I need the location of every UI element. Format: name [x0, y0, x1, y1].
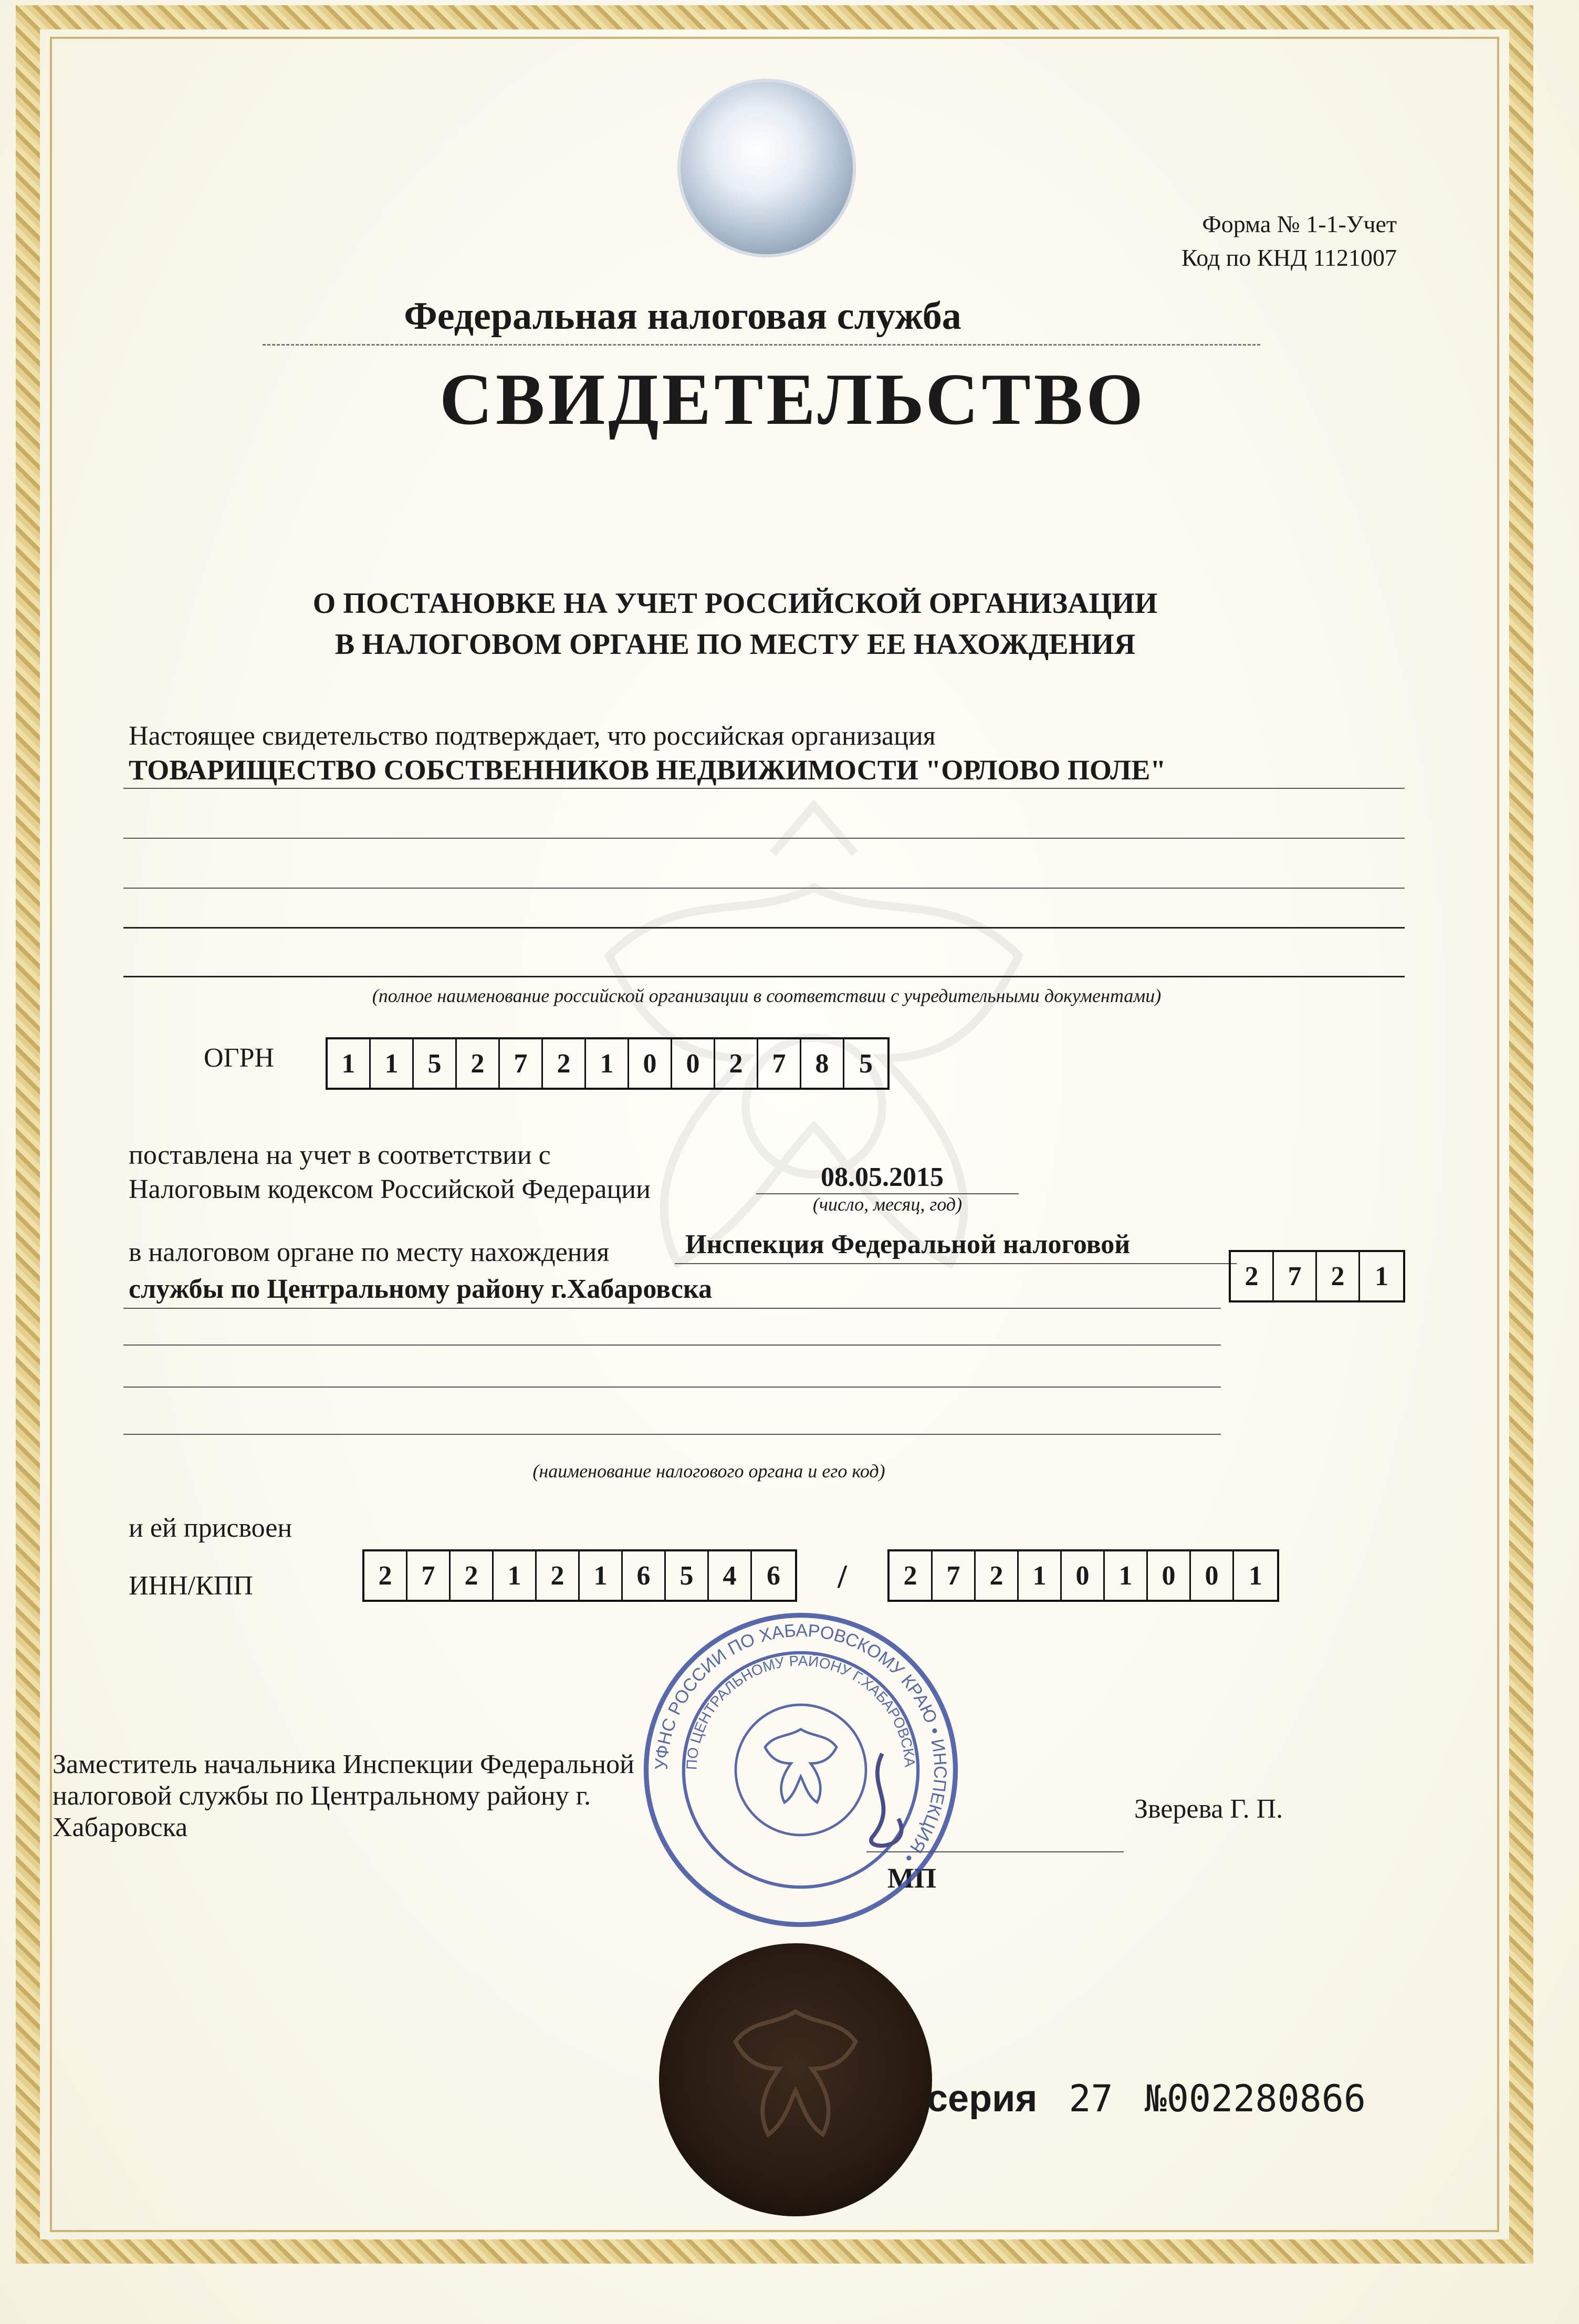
org-line-2: [123, 838, 1405, 839]
kpp-digit: 1: [1019, 1551, 1062, 1600]
seal-eagle-icon: [659, 1943, 932, 2216]
ogrn-digit: 2: [457, 1039, 500, 1088]
kpp-digit: 0: [1148, 1551, 1191, 1600]
org-line-3: [123, 888, 1405, 889]
stamp-eagle-icon: [765, 1729, 836, 1803]
tax-authority-label: в налоговом органе по месту нахождения: [129, 1237, 610, 1267]
tax-hint: (наименование налогового органа и его код): [532, 1461, 885, 1482]
tax-authority-code: [1229, 1250, 1405, 1302]
inn-digit: 2: [364, 1551, 407, 1600]
ogrn-digit: 1: [328, 1039, 371, 1088]
ogrn-digit: 7: [500, 1039, 543, 1088]
org-line-5: [123, 976, 1405, 977]
official-stamp: [638, 1607, 964, 1933]
ogrn-digits: [326, 1037, 890, 1090]
serial-number: №002280866: [1144, 2077, 1366, 2120]
agency-name: Федеральная налоговая служба: [404, 295, 961, 338]
inn-digit: 7: [407, 1551, 451, 1600]
knd-code: Код по КНД 1121007: [1181, 244, 1397, 271]
inn-digit: 4: [709, 1551, 752, 1600]
org-intro: Настоящее свидетельство подтверждает, что российская организация: [129, 721, 936, 751]
org-name: ТОВАРИЩЕСТВО СОБСТВЕННИКОВ НЕДВИЖИМОСТИ "ОРЛОВО ПОЛЕ": [129, 754, 1166, 786]
ogrn-digit: 0: [629, 1039, 672, 1088]
inn-digit: 6: [767, 1560, 780, 1591]
ogrn-digit: 7: [758, 1039, 801, 1088]
registration-line-1: поставлена на учет в соответствии с: [129, 1140, 551, 1170]
tax-line-4: [123, 1387, 1221, 1388]
tax-code-digit: 2: [1317, 1252, 1360, 1300]
subtitle-line-1: О ПОСТАНОВКЕ НА УЧЕТ РОССИЙСКОЙ ОРГАНИЗАЦИИ: [312, 587, 1158, 620]
subtitle-line-2: В НАЛОГОВОМ ОРГАНЕ ПО МЕСТУ ЕЕ НАХОЖДЕНИЯ: [334, 628, 1136, 661]
tax-line-5: [123, 1434, 1221, 1435]
registration-date: 08.05.2015: [821, 1162, 944, 1192]
ogrn-digit: 5: [414, 1039, 457, 1088]
signatory-name: Зверева Г. П.: [1134, 1794, 1283, 1824]
ogrn-digit: 0: [672, 1039, 715, 1088]
series-block: [927, 2077, 1366, 2120]
document-subtitle: [210, 583, 1260, 665]
handwritten-signature: [871, 1754, 902, 1846]
org-line-4: [123, 927, 1405, 929]
position-line-1: Заместитель начальника Инспекции Федеральной: [53, 1749, 634, 1779]
org-hint: (полное наименование российской организации в соответствии с учредительными документами): [372, 985, 1162, 1006]
hologram-sticker: [677, 79, 856, 257]
kpp-digit: 7: [933, 1551, 976, 1600]
kpp-digit: 2: [890, 1551, 933, 1600]
kpp-digit: 1: [1105, 1551, 1148, 1600]
registration-line-2: Налоговым кодексом Российской Федерации: [129, 1174, 651, 1204]
tax-code-digit: 2: [1231, 1252, 1274, 1300]
kpp-digit: 2: [976, 1551, 1019, 1600]
position-line-3: Хабаровска: [53, 1812, 188, 1842]
tax-code-digit: 1: [1375, 1261, 1388, 1291]
series-label: серия: [927, 2078, 1038, 2120]
svg-text:ПО ЦЕНТРАЛЬНОМУ РАЙОНУ Г.ХАБАР: [683, 1652, 918, 1770]
inn-digit: 6: [623, 1551, 666, 1600]
document-title: СВИДЕТЕЛЬСТВО: [439, 359, 1147, 440]
eagle-watermark-icon: [473, 751, 1155, 1434]
ogrn-digit: 8: [801, 1039, 844, 1088]
kpp-digit: 0: [1191, 1551, 1234, 1600]
tax-authority-name-2: службы по Центральному району г.Хабаровска: [129, 1274, 712, 1304]
inn-digit: 2: [451, 1551, 494, 1600]
inn-digit: 1: [494, 1551, 537, 1600]
form-number: Форма № 1-1-Учет: [1202, 211, 1397, 237]
org-line-1: [123, 788, 1405, 789]
tax-line-2: [123, 1308, 1221, 1309]
kpp-digits: [887, 1549, 1279, 1602]
tax-authority-name-1: Инспекция Федеральной налоговой: [685, 1229, 1131, 1259]
position-line-2: налоговой службы по Центральному району г.: [53, 1781, 591, 1811]
agency-underline: [263, 344, 1260, 346]
inn-kpp-separator: /: [838, 1558, 847, 1595]
inn-digit: 1: [580, 1551, 623, 1600]
kpp-digit: 1: [1249, 1560, 1262, 1591]
ogrn-digit: 1: [371, 1039, 414, 1088]
ogrn-digit: 1: [586, 1039, 629, 1088]
mp-mark: МП: [887, 1862, 936, 1894]
tax-line-3: [123, 1345, 1221, 1346]
form-code: [1124, 207, 1397, 275]
signatory-position: [53, 1749, 634, 1843]
ogrn-label: ОГРН: [204, 1043, 275, 1073]
inn-kpp-label: ИНН/КПП: [129, 1571, 253, 1601]
inn-digit: 5: [666, 1551, 709, 1600]
kpp-digit: 0: [1062, 1551, 1105, 1600]
tax-line-1: [675, 1263, 1237, 1264]
assigned-label: и ей присвоен: [129, 1513, 292, 1543]
date-hint: (число, месяц, год): [812, 1194, 963, 1215]
ogrn-digit: 5: [859, 1048, 873, 1079]
ogrn-digit: 2: [543, 1039, 586, 1088]
stamp-inner-text: ПО ЦЕНТРАЛЬНОМУ РАЙОНУ Г.ХАБАРОВСКА: [683, 1652, 918, 1770]
ogrn-digit: 2: [715, 1039, 758, 1088]
series-number: 27: [1069, 2077, 1113, 2120]
stamp-outer-text: УФНС РОССИИ ПО ХАБАРОВСКОМУ КРАЮ • ИНСПЕКЦИЯ •: [651, 1620, 950, 1867]
inn-digits: [362, 1549, 797, 1602]
tax-code-digit: 7: [1274, 1252, 1317, 1300]
inn-digit: 2: [537, 1551, 580, 1600]
embossed-seal: [659, 1943, 932, 2216]
